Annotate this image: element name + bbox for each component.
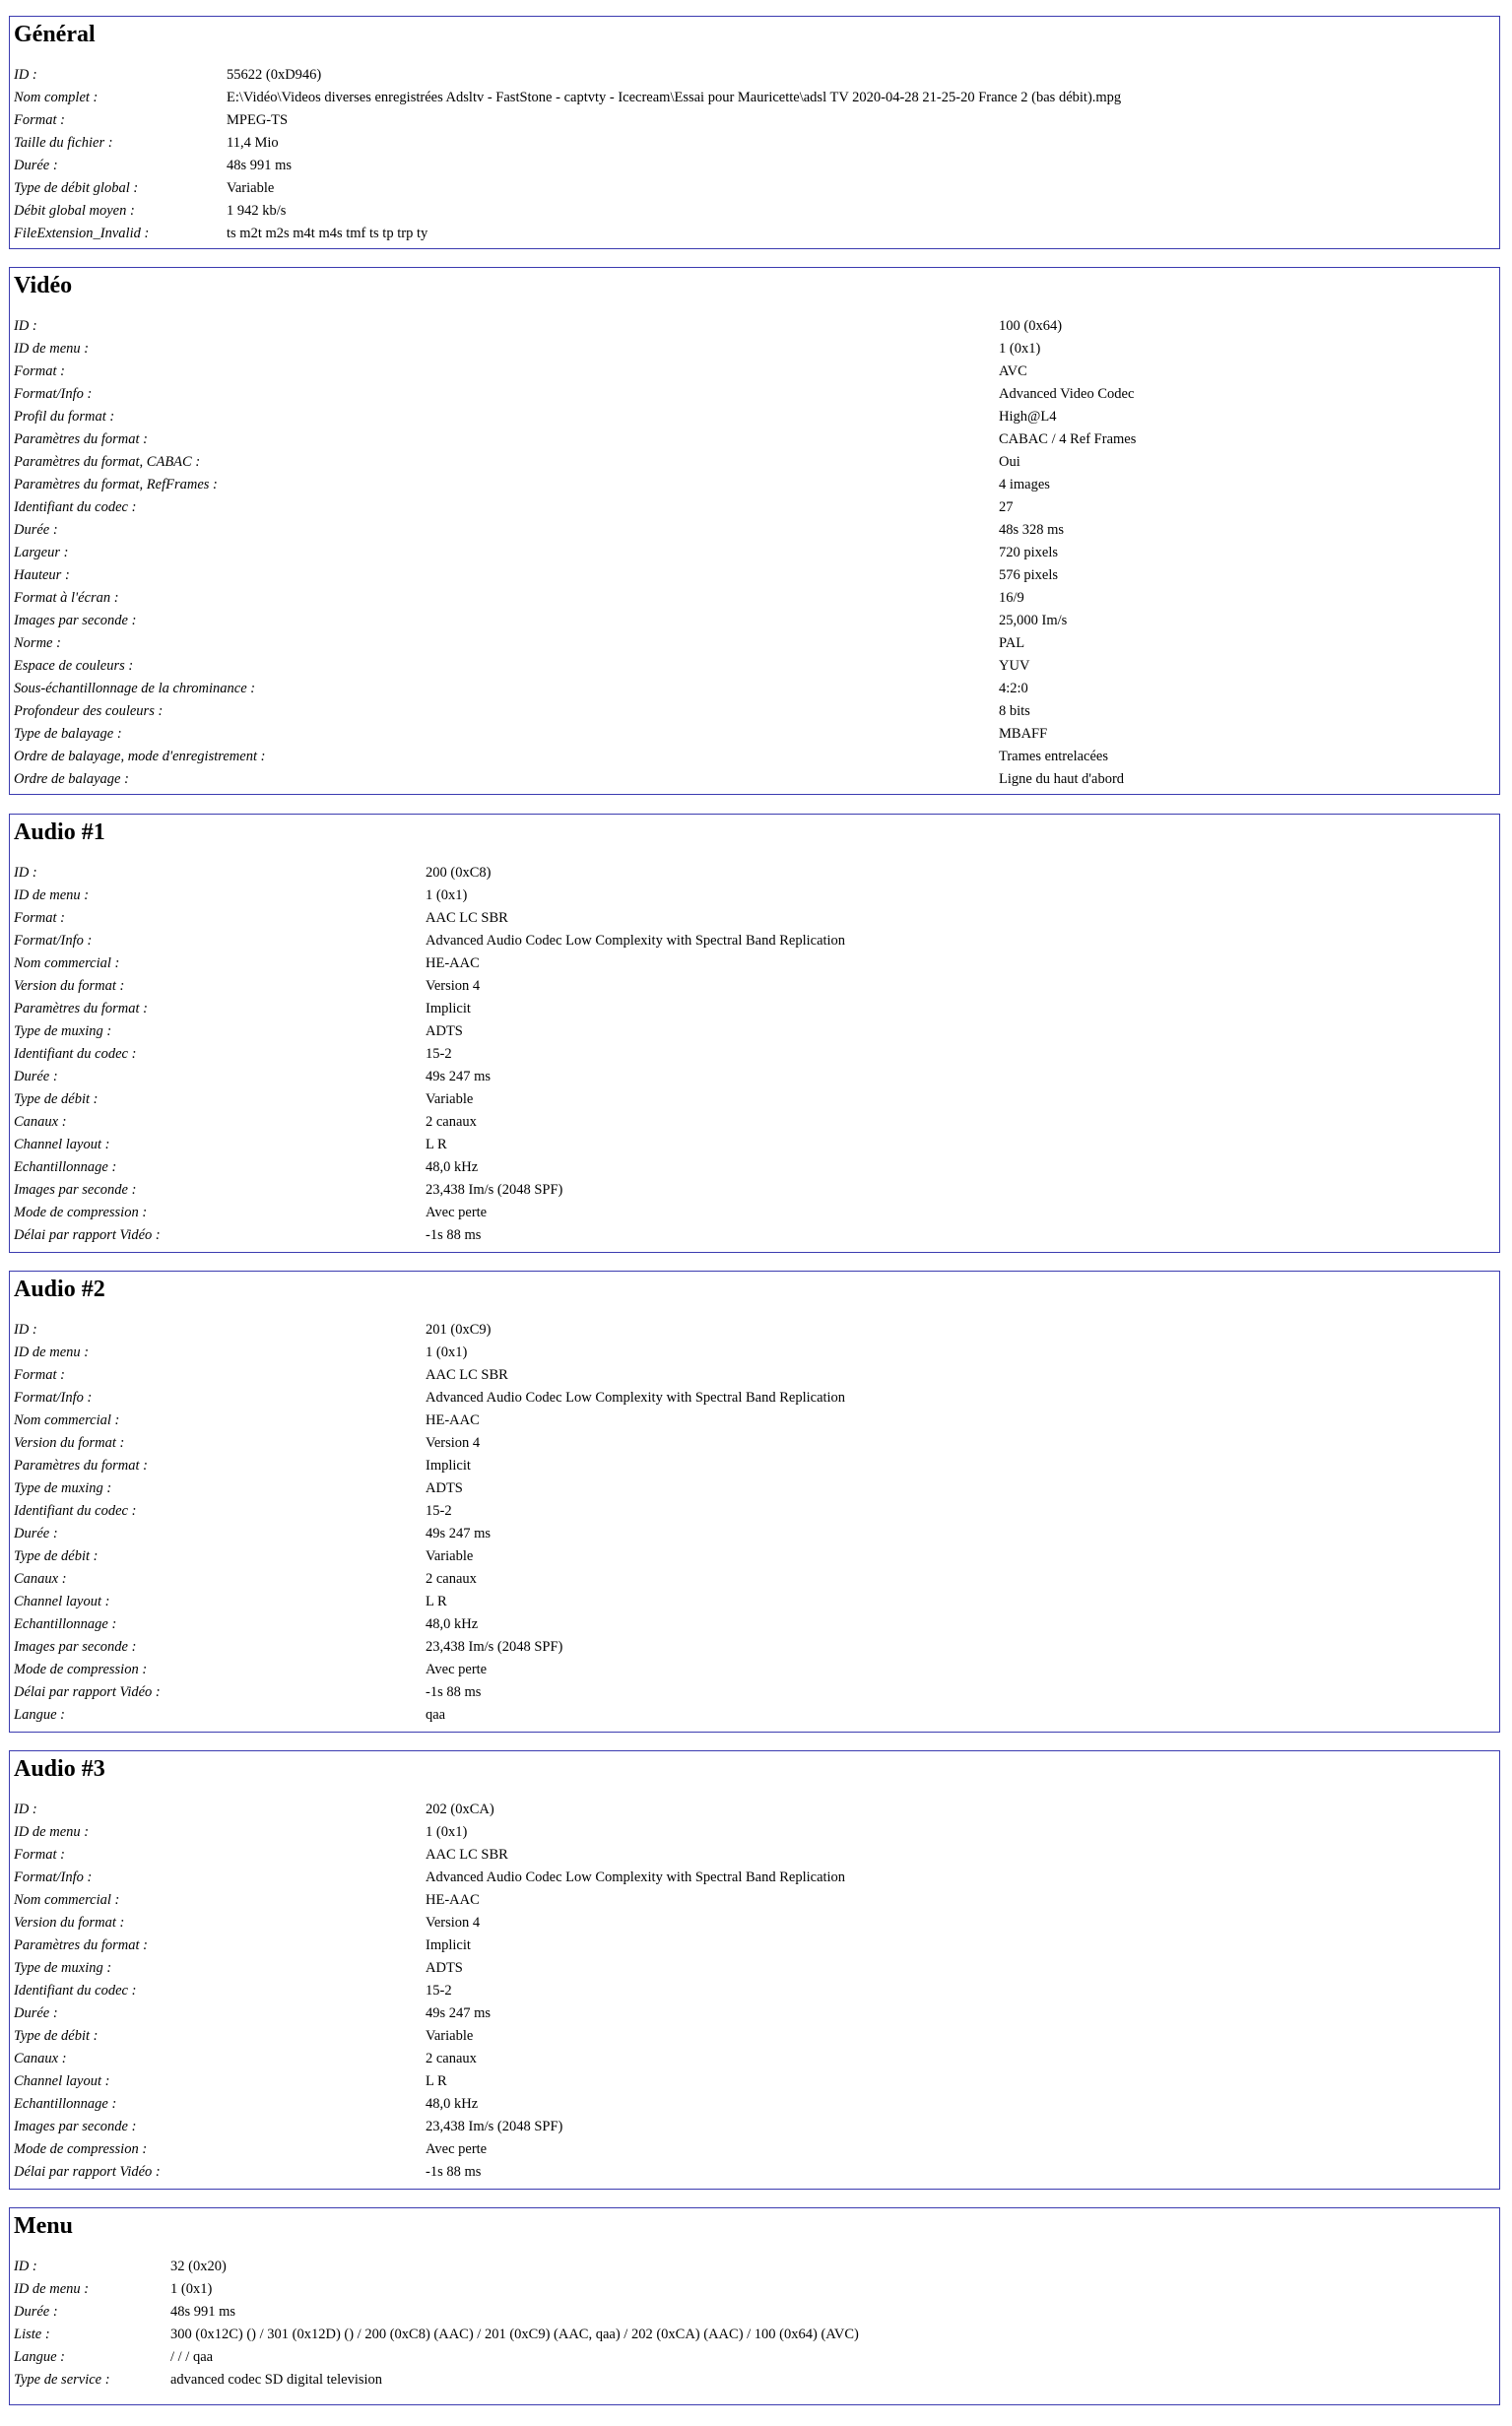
property-row [14,1432,1495,1455]
property-value: 11,4 Mio [227,135,279,151]
property-label: ID de menu : [14,1344,90,1360]
property-value: 49s 247 ms [426,2005,492,2021]
property-label: Format/Info : [14,1390,93,1406]
property-row [14,132,1495,155]
property-label: Version du format : [14,978,125,994]
property-row [14,2346,1495,2369]
property-value: Advanced Audio Codec Low Complexity with Spectral Band Replication [426,1869,846,1885]
property-value: 8 bits [999,703,1030,719]
property-value: Avec perte [426,1205,488,1220]
property-row [14,109,1495,132]
property-value: ADTS [426,1480,463,1496]
property-label: Canaux : [14,1571,67,1587]
property-label: Type de débit : [14,2028,99,2044]
property-row [14,746,1495,768]
property-row [14,2256,1495,2278]
property-value: 48s 991 ms [227,158,293,173]
property-label: Images par seconde : [14,1639,137,1655]
property-row [14,1523,1495,1545]
property-row [14,2070,1495,2093]
property-value: MBAFF [999,726,1048,742]
property-row [14,1889,1495,1912]
property-label: Version du format : [14,1915,125,1931]
property-value: Variable [426,2028,474,2044]
property-value: HE-AAC [426,1892,480,1908]
property-row [14,2138,1495,2161]
property-row [14,87,1495,109]
section-title: Général [14,22,96,47]
property-row [14,1364,1495,1387]
property-row [14,428,1495,451]
property-label: Nom commercial : [14,1892,120,1908]
property-label: Type de muxing : [14,1480,112,1496]
property-label: Channel layout : [14,1137,110,1152]
property-row [14,315,1495,338]
property-value: 15-2 [426,1983,452,1999]
property-row [14,930,1495,952]
property-row [14,2161,1495,2184]
property-value: 48,0 kHz [426,2096,479,2112]
property-row [14,1704,1495,1727]
property-value: 576 pixels [999,567,1059,583]
property-row [14,1799,1495,1821]
property-label: ID de menu : [14,1824,90,1840]
property-row [14,383,1495,406]
property-label: Paramètres du format : [14,431,148,447]
property-label: Channel layout : [14,2073,110,2089]
property-label: Durée : [14,158,58,173]
property-label: Canaux : [14,1114,67,1130]
property-label: ID de menu : [14,887,90,903]
property-value: 48,0 kHz [426,1616,479,1632]
property-label: Profil du format : [14,409,115,425]
property-row [14,632,1495,655]
property-label: Durée : [14,1069,58,1084]
property-row [14,474,1495,496]
property-value: AAC LC SBR [426,1367,508,1383]
property-value: 25,000 Im/s [999,613,1068,628]
property-row [14,1477,1495,1500]
property-label: ID de menu : [14,341,90,357]
property-value: 202 (0xCA) [426,1802,494,1817]
property-label: Type de muxing : [14,1960,112,1976]
property-value: HE-AAC [426,1412,480,1428]
property-value: 1 (0x1) [426,887,468,903]
property-value: 300 (0x12C) () / 301 (0x12D) () / 200 (0xC8) (AAC) / 201 (0xC9) (AAC, qaa) / 202 (0xCA) (AAC) / 100 (0x64) (AVC) [170,2327,859,2342]
property-label: Channel layout : [14,1594,110,1609]
property-label: Format/Info : [14,933,93,949]
property-row [14,200,1495,223]
property-label: Paramètres du format : [14,1937,148,1953]
property-label: Débit global moyen : [14,203,135,219]
property-value: Version 4 [426,978,481,994]
property-label: Liste : [14,2327,50,2342]
property-row [14,1455,1495,1477]
property-value: Ligne du haut d'abord [999,771,1125,787]
property-label: Format : [14,910,65,926]
property-label: Format à l'écran : [14,590,119,606]
property-label: Echantillonnage : [14,1159,117,1175]
property-row [14,1821,1495,1844]
property-row [14,542,1495,564]
property-label: Sous-échantillonnage de la chrominance : [14,681,256,696]
property-value: L R [426,1594,447,1609]
property-label: FileExtension_Invalid : [14,226,150,241]
property-value: AAC LC SBR [426,910,508,926]
property-label: Nom complet : [14,90,99,105]
property-label: ID : [14,318,37,334]
property-row [14,451,1495,474]
property-label: ID : [14,865,37,881]
property-value: 49s 247 ms [426,1069,492,1084]
property-value: 49s 247 ms [426,1526,492,1541]
property-value: Advanced Audio Codec Low Complexity with Spectral Band Replication [426,933,846,949]
property-row [14,998,1495,1020]
property-value: 201 (0xC9) [426,1322,492,1338]
property-row [14,1410,1495,1432]
property-row [14,1912,1495,1934]
property-value: 2 canaux [426,2051,477,2066]
property-value: Implicit [426,1937,471,1953]
property-value: / / / qaa [170,2349,214,2365]
property-label: Format/Info : [14,386,93,402]
property-value: 15-2 [426,1046,452,1062]
property-label: Délai par rapport Vidéo : [14,1227,161,1243]
property-row [14,2301,1495,2324]
property-value: 720 pixels [999,545,1059,560]
property-value: Variable [426,1091,474,1107]
property-label: Durée : [14,1526,58,1541]
property-value: 200 (0xC8) [426,865,492,881]
property-value: 1 (0x1) [999,341,1041,357]
property-label: Ordre de balayage : [14,771,129,787]
property-label: Taille du fichier : [14,135,113,151]
property-row [14,700,1495,723]
property-row [14,1659,1495,1681]
section-title: Audio #1 [14,820,105,845]
property-label: Paramètres du format : [14,1458,148,1474]
property-row [14,2324,1495,2346]
property-value: Variable [227,180,275,196]
property-label: Format : [14,1367,65,1383]
property-label: Délai par rapport Vidéo : [14,2164,161,2180]
property-label: Type de débit global : [14,180,139,196]
property-value: Avec perte [426,1662,488,1677]
property-label: Langue : [14,2349,65,2365]
property-label: Version du format : [14,1435,125,1451]
property-label: Type de débit : [14,1091,99,1107]
property-value: AVC [999,363,1027,379]
property-row [14,406,1495,428]
property-row [14,1613,1495,1636]
property-label: Nom commercial : [14,1412,120,1428]
property-value: ADTS [426,1960,463,1976]
audio-1-section [9,814,1500,1253]
property-label: Durée : [14,522,58,538]
property-row [14,361,1495,383]
property-value: 1 (0x1) [170,2281,213,2297]
property-value: ts m2t m2s m4t m4s tmf ts tp trp ty [227,226,428,241]
property-row [14,338,1495,361]
property-value: 32 (0x20) [170,2259,227,2274]
property-label: Paramètres du format, CABAC : [14,454,201,470]
property-value: Implicit [426,1458,471,1474]
property-label: Largeur : [14,545,69,560]
general-section [9,16,1500,249]
property-row [14,177,1495,200]
property-value: Variable [426,1548,474,1564]
property-value: 23,438 Im/s (2048 SPF) [426,2119,563,2134]
property-value: 4:2:0 [999,681,1028,696]
property-label: Ordre de balayage, mode d'enregistrement : [14,749,266,764]
property-value: L R [426,1137,447,1152]
property-value: -1s 88 ms [426,2164,482,2180]
property-label: Format : [14,1847,65,1863]
property-row [14,862,1495,885]
property-label: Langue : [14,1707,65,1723]
property-row [14,519,1495,542]
property-row [14,587,1495,610]
property-value: Version 4 [426,1915,481,1931]
property-value: MPEG-TS [227,112,289,128]
property-label: ID : [14,1322,37,1338]
property-value: CABAC / 4 Ref Frames [999,431,1137,447]
property-label: Canaux : [14,2051,67,2066]
property-value: PAL [999,635,1025,651]
property-row [14,655,1495,678]
property-value: -1s 88 ms [426,1227,482,1243]
property-row [14,2278,1495,2301]
section-title: Audio #3 [14,1756,105,1782]
property-row [14,1568,1495,1591]
property-row [14,1111,1495,1134]
property-row [14,2048,1495,2070]
property-row [14,1342,1495,1364]
property-value: 27 [999,499,1014,515]
property-label: Format/Info : [14,1869,93,1885]
property-row [14,1156,1495,1179]
property-row [14,1681,1495,1704]
property-value: Advanced Video Codec [999,386,1135,402]
property-label: Espace de couleurs : [14,658,134,674]
property-value: 2 canaux [426,1114,477,1130]
audio-2-rows [14,1319,1495,1727]
property-row [14,496,1495,519]
audio-2-section [9,1271,1500,1733]
property-value: Advanced Audio Codec Low Complexity with Spectral Band Replication [426,1390,846,1406]
property-label: Mode de compression : [14,1662,148,1677]
property-label: Norme : [14,635,61,651]
property-value: AAC LC SBR [426,1847,508,1863]
property-label: Mode de compression : [14,2141,148,2157]
property-label: Identifiant du codec : [14,499,137,515]
menu-section [9,2207,1500,2405]
property-value: 55622 (0xD946) [227,67,322,83]
property-row [14,907,1495,930]
property-value: 1 (0x1) [426,1824,468,1840]
property-row [14,1134,1495,1156]
property-label: Type de balayage : [14,726,122,742]
property-row [14,2093,1495,2116]
property-row [14,885,1495,907]
property-row [14,1179,1495,1202]
property-row [14,223,1495,245]
property-row [14,1202,1495,1224]
property-label: ID de menu : [14,2281,90,2297]
property-value: 1 942 kb/s [227,203,287,219]
property-value: L R [426,2073,447,2089]
property-row [14,155,1495,177]
property-label: ID : [14,67,37,83]
property-label: Type de débit : [14,1548,99,1564]
audio-1-rows [14,862,1495,1247]
property-label: Délai par rapport Vidéo : [14,1684,161,1700]
property-value: advanced codec SD digital television [170,2372,383,2388]
property-value: 23,438 Im/s (2048 SPF) [426,1639,563,1655]
property-row [14,2369,1495,2392]
property-label: Identifiant du codec : [14,1046,137,1062]
property-row [14,768,1495,791]
property-value: qaa [426,1707,446,1723]
property-value: Oui [999,454,1020,470]
property-row [14,952,1495,975]
property-row [14,610,1495,632]
property-label: Identifiant du codec : [14,1983,137,1999]
property-label: Durée : [14,2005,58,2021]
property-row [14,1980,1495,2002]
property-value: 4 images [999,477,1050,492]
property-value: -1s 88 ms [426,1684,482,1700]
property-row [14,1319,1495,1342]
property-value: E:\Vidéo\Videos diverses enregistrées Adsltv - FastStone - captvty - Icecream\Essai pour Mauricette\adsl TV 2020-04-28 21-25-20 France 2 (bas débit).mpg [227,90,1122,105]
property-value: 15-2 [426,1503,452,1519]
property-label: Profondeur des couleurs : [14,703,164,719]
property-value: 2 canaux [426,1571,477,1587]
property-value: Version 4 [426,1435,481,1451]
section-title: Menu [14,2213,73,2239]
property-value: High@L4 [999,409,1057,425]
property-value: 100 (0x64) [999,318,1063,334]
property-row [14,564,1495,587]
property-label: Durée : [14,2304,58,2320]
property-row [14,2025,1495,2048]
property-label: Echantillonnage : [14,1616,117,1632]
property-value: 23,438 Im/s (2048 SPF) [426,1182,563,1198]
property-value: 16/9 [999,590,1024,606]
property-label: Images par seconde : [14,2119,137,2134]
property-label: Type de muxing : [14,1023,112,1039]
property-row [14,975,1495,998]
property-row [14,1867,1495,1889]
property-row [14,2116,1495,2138]
property-label: Echantillonnage : [14,2096,117,2112]
audio-3-section [9,1750,1500,2190]
property-row [14,1636,1495,1659]
property-label: ID : [14,2259,37,2274]
property-value: Avec perte [426,2141,488,2157]
property-label: Format : [14,363,65,379]
property-label: Paramètres du format, RefFrames : [14,477,218,492]
property-label: Identifiant du codec : [14,1503,137,1519]
property-row [14,1934,1495,1957]
property-row [14,1088,1495,1111]
property-value: HE-AAC [426,955,480,971]
property-row [14,2002,1495,2025]
property-value: 48s 991 ms [170,2304,236,2320]
property-row [14,723,1495,746]
audio-3-rows [14,1799,1495,2184]
property-label: Paramètres du format : [14,1001,148,1016]
property-row [14,64,1495,87]
video-rows [14,315,1495,791]
property-row [14,1844,1495,1867]
property-label: Type de service : [14,2372,110,2388]
property-row [14,1066,1495,1088]
property-label: Format : [14,112,65,128]
property-value: 48,0 kHz [426,1159,479,1175]
property-value: Trames entrelacées [999,749,1108,764]
property-row [14,1224,1495,1247]
property-label: Nom commercial : [14,955,120,971]
property-value: 48s 328 ms [999,522,1065,538]
property-row [14,1957,1495,1980]
section-title: Vidéo [14,273,73,298]
property-value: 1 (0x1) [426,1344,468,1360]
property-row [14,1591,1495,1613]
property-row [14,1500,1495,1523]
property-value: ADTS [426,1023,463,1039]
property-value: Implicit [426,1001,471,1016]
property-label: Hauteur : [14,567,70,583]
property-row [14,1545,1495,1568]
section-title: Audio #2 [14,1277,105,1302]
property-label: ID : [14,1802,37,1817]
property-label: Images par seconde : [14,1182,137,1198]
property-row [14,1043,1495,1066]
property-row [14,1020,1495,1043]
property-row [14,1387,1495,1410]
property-label: Images par seconde : [14,613,137,628]
property-row [14,678,1495,700]
property-value: YUV [999,658,1030,674]
general-rows [14,64,1495,245]
property-label: Mode de compression : [14,1205,148,1220]
video-section [9,267,1500,795]
menu-rows [14,2256,1495,2392]
